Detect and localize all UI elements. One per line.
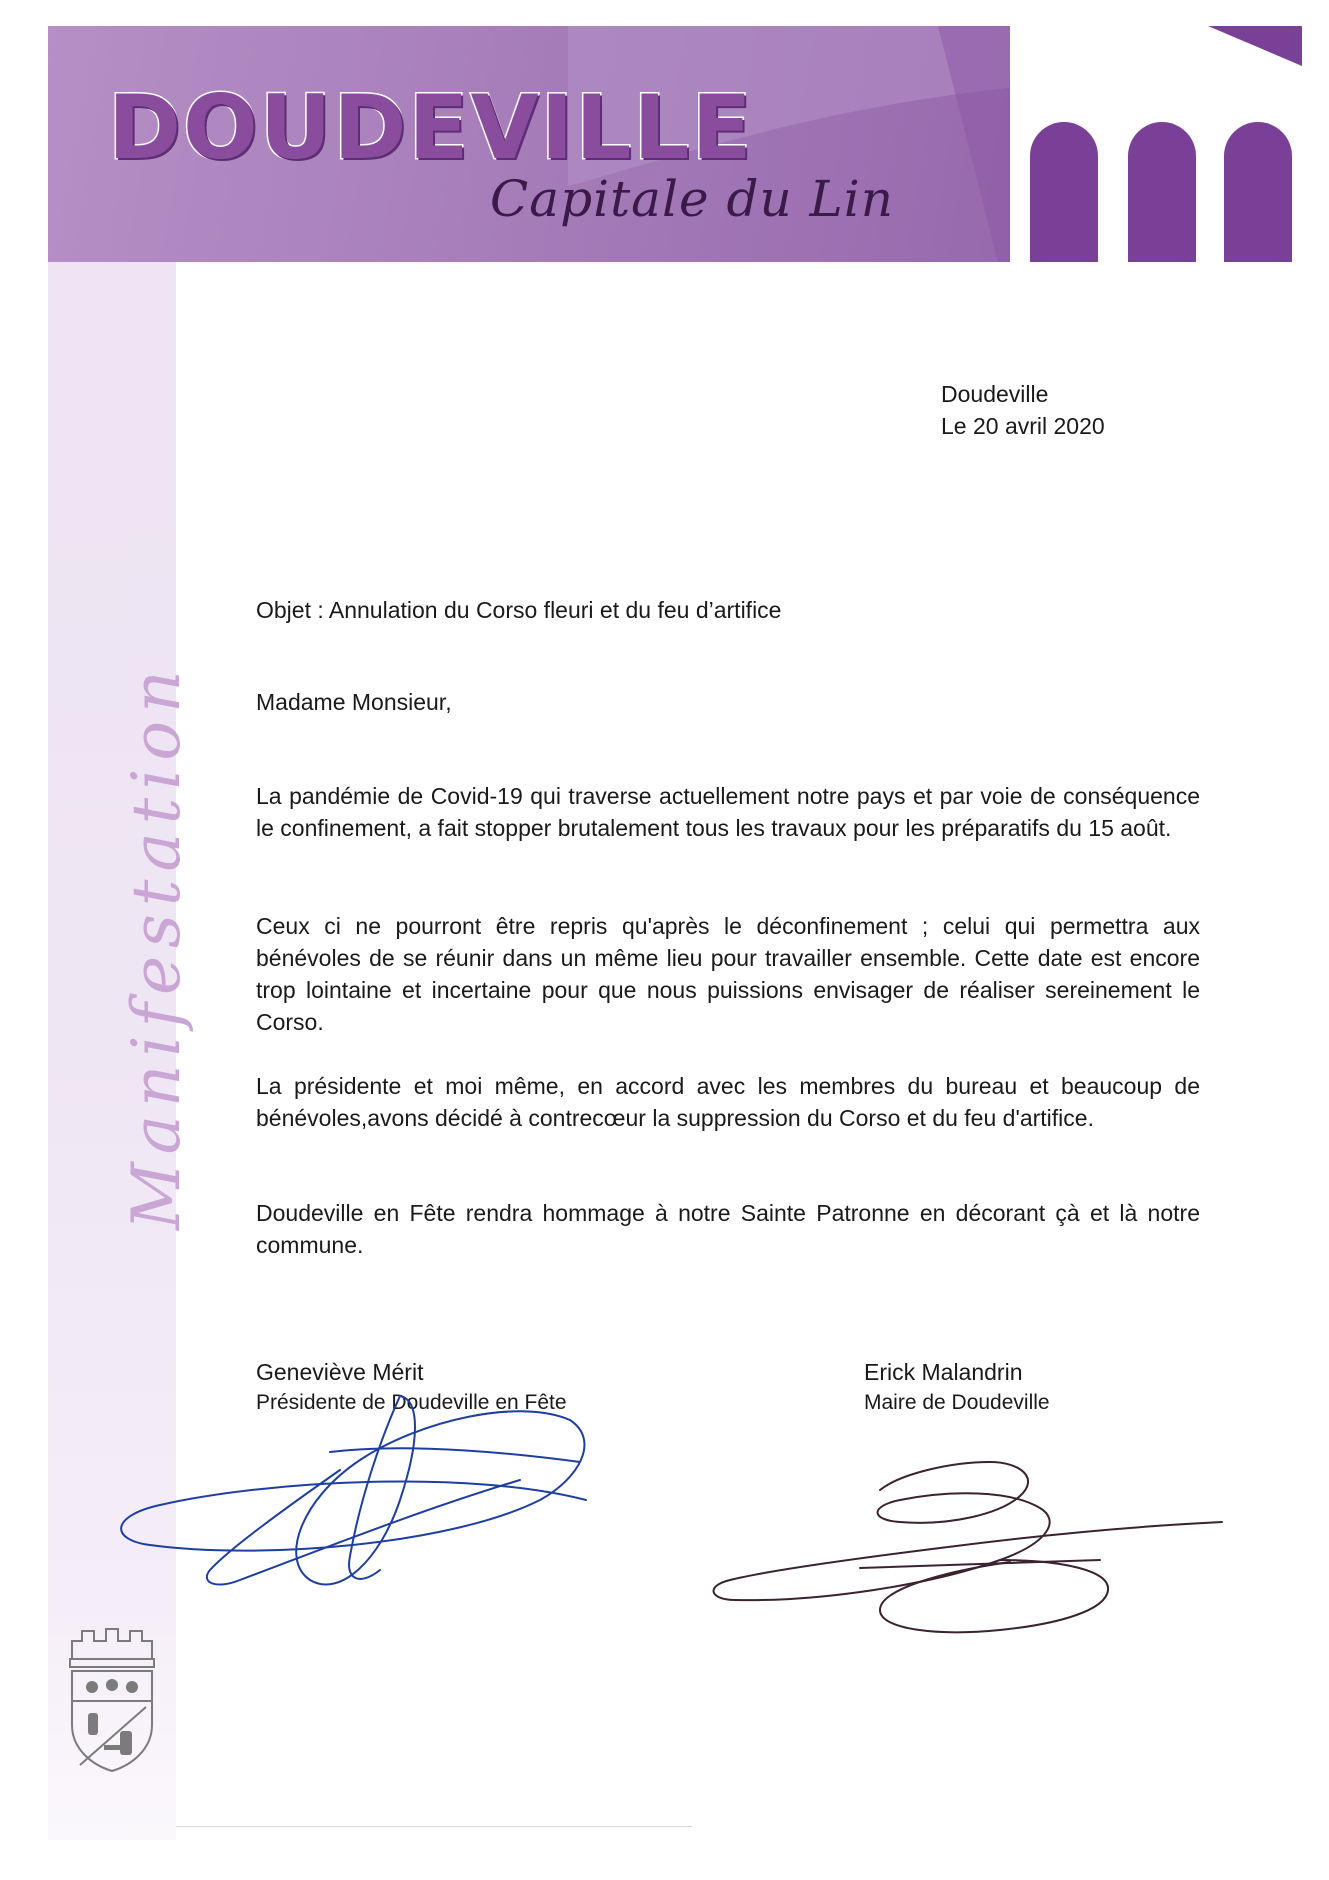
letter-date: Le 20 avril 2020	[941, 413, 1105, 439]
town-crest-icon	[66, 1625, 158, 1775]
signature-president	[121, 1396, 586, 1585]
signer-role: Maire de Doudeville	[864, 1391, 1050, 1414]
sidebar-label: Manifestation	[118, 662, 195, 1230]
letter-salutation: Madame Monsieur,	[256, 689, 452, 715]
letter-subject: Objet : Annulation du Corso fleuri et du feu d’artifice	[256, 597, 782, 623]
body-paragraph: La pandémie de Covid-19 qui traverse actuellement notre pays et par voie de conséquence le confinement, a fait stopper brutalement tous les travaux pour les préparatifs du 15 août.	[256, 783, 1200, 841]
body-paragraph: Ceux ci ne pourront être repris qu'après le déconfinement ; celui qui permettra aux bénévoles de se réunir dans un même lieu pour travailler ensemble. Cette date est encore trop lointaine et incertaine pour que nous puissions envisager de réaliser sereinement le Corso.	[256, 913, 1200, 1035]
brand-title: DOUDEVILLE	[108, 76, 754, 179]
footer-divider	[176, 1826, 692, 1827]
brand-subtitle: Capitale du Lin	[490, 170, 894, 228]
signer-name: Erick Malandrin	[864, 1359, 1023, 1385]
letter-place: Doudeville	[941, 381, 1049, 407]
body-paragraph: La présidente et moi même, en accord avec les membres du bureau et beaucoup de bénévoles,avons décidé à contrecœur la suppression du Corso et du feu d'artifice.	[256, 1073, 1200, 1131]
signer-name: Geneviève Mérit	[256, 1359, 424, 1385]
signer-role: Présidente de Doudeville en Fête	[256, 1391, 567, 1414]
body-paragraph: Doudeville en Fête rendra hommage à notre Sainte Patronne en décorant çà et là notre commune.	[256, 1200, 1200, 1258]
signature-mayor	[714, 1462, 1222, 1632]
letterhead-banner	[48, 26, 1302, 262]
